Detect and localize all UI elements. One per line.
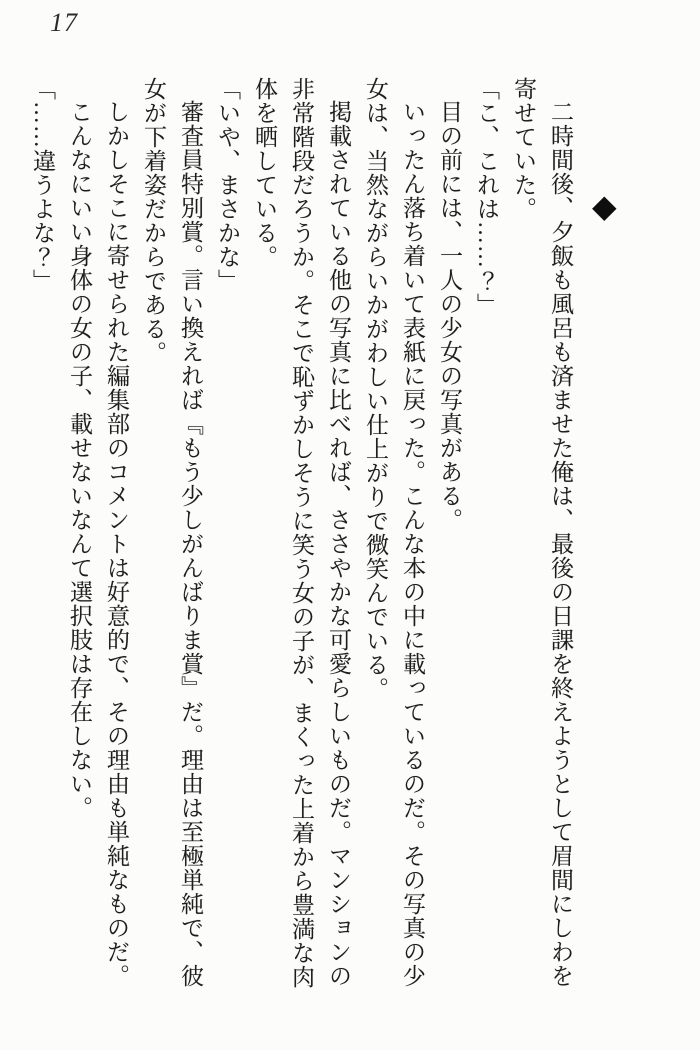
- paragraph: 掲載されている他の写真に比べれば、ささやかな可愛らしいものだ。マンションの非常階段だろうか。そこで恥ずかしそうに笑う女の子が、まくった上着から豊満な肉体を晒している。: [252, 77, 351, 989]
- paragraph: 目の前には、一人の少女の写真がある。: [437, 100, 462, 532]
- paragraph: 「こ、これは……？」: [474, 77, 499, 317]
- paragraph: 「いや、まさかな」: [215, 77, 240, 293]
- page-number: 17: [50, 8, 78, 37]
- paragraph: いったん落ち着いて表紙に戻った。こんな本の中に載っているのだ。その写真の少女は、当然ながらいかがわしい仕上がりで微笑んでいる。: [363, 77, 425, 988]
- scene-break-diamond-icon: ◆: [592, 188, 617, 224]
- paragraph: 「……違うよな？」: [30, 77, 55, 293]
- paragraph: こんなにいい身体の女の子、載せないなんて選択肢は存在しない。: [67, 100, 92, 820]
- paragraph: 審査員特別賞。言い換えれば『もう少しがんばりま賞』だ。理由は至極単純で、彼女が下着姿だからである。: [141, 77, 203, 988]
- paragraph: 二時間後、夕飯も風呂も済ませた俺は、最後の日課を終えようとして眉間にしわを寄せていた。: [511, 77, 573, 988]
- paragraph: しかしそこに寄せられた編集部のコメントは好意的で、その理由も単純なものだ。: [104, 100, 129, 988]
- body-text: [19, 77, 579, 991]
